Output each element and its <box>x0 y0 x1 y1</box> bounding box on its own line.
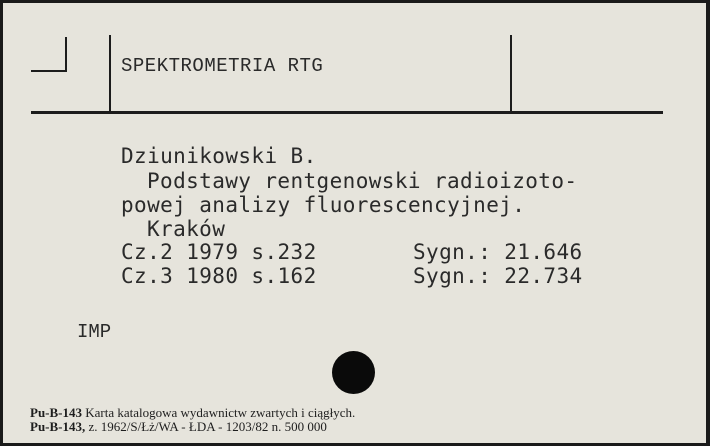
subject-heading: SPEKTROMETRIA RTG <box>121 55 324 77</box>
title-line-1: Podstawy rentgenowski radioizoto- <box>147 169 578 193</box>
footer-line-2 <box>30 419 327 435</box>
signature-row-2: Sygn.: 22.734 <box>413 264 583 288</box>
header-bottom-rule <box>31 111 663 114</box>
corner-mark-horizontal <box>31 70 67 72</box>
author-line: Dziunikowski B. <box>121 144 317 168</box>
footer-text-2: z. 1962/S/Łż/WA - ŁDA - 1203/82 n. 500 000 <box>88 419 327 434</box>
header-left-rule <box>109 35 111 113</box>
volume-row-2: Cz.3 1980 s.162 <box>121 264 317 288</box>
footer-code-1: Pu-B-143 <box>30 405 82 420</box>
footer-text-1: Karta katalogowa wydawnictw zwartych i ciągłych. <box>85 405 356 420</box>
punch-hole <box>332 351 375 394</box>
header-right-rule <box>510 35 512 113</box>
place-line: Kraków <box>147 217 226 241</box>
catalog-card <box>3 3 706 443</box>
signature-row-1: Sygn.: 21.646 <box>413 240 583 264</box>
corner-mark-vertical <box>65 37 67 72</box>
library-mark: IMP <box>77 321 112 343</box>
title-line-2: powej analizy fluorescencyjnej. <box>121 193 526 217</box>
volume-row-1: Cz.2 1979 s.232 <box>121 240 317 264</box>
footer-code-2: Pu-B-143, <box>30 419 86 434</box>
